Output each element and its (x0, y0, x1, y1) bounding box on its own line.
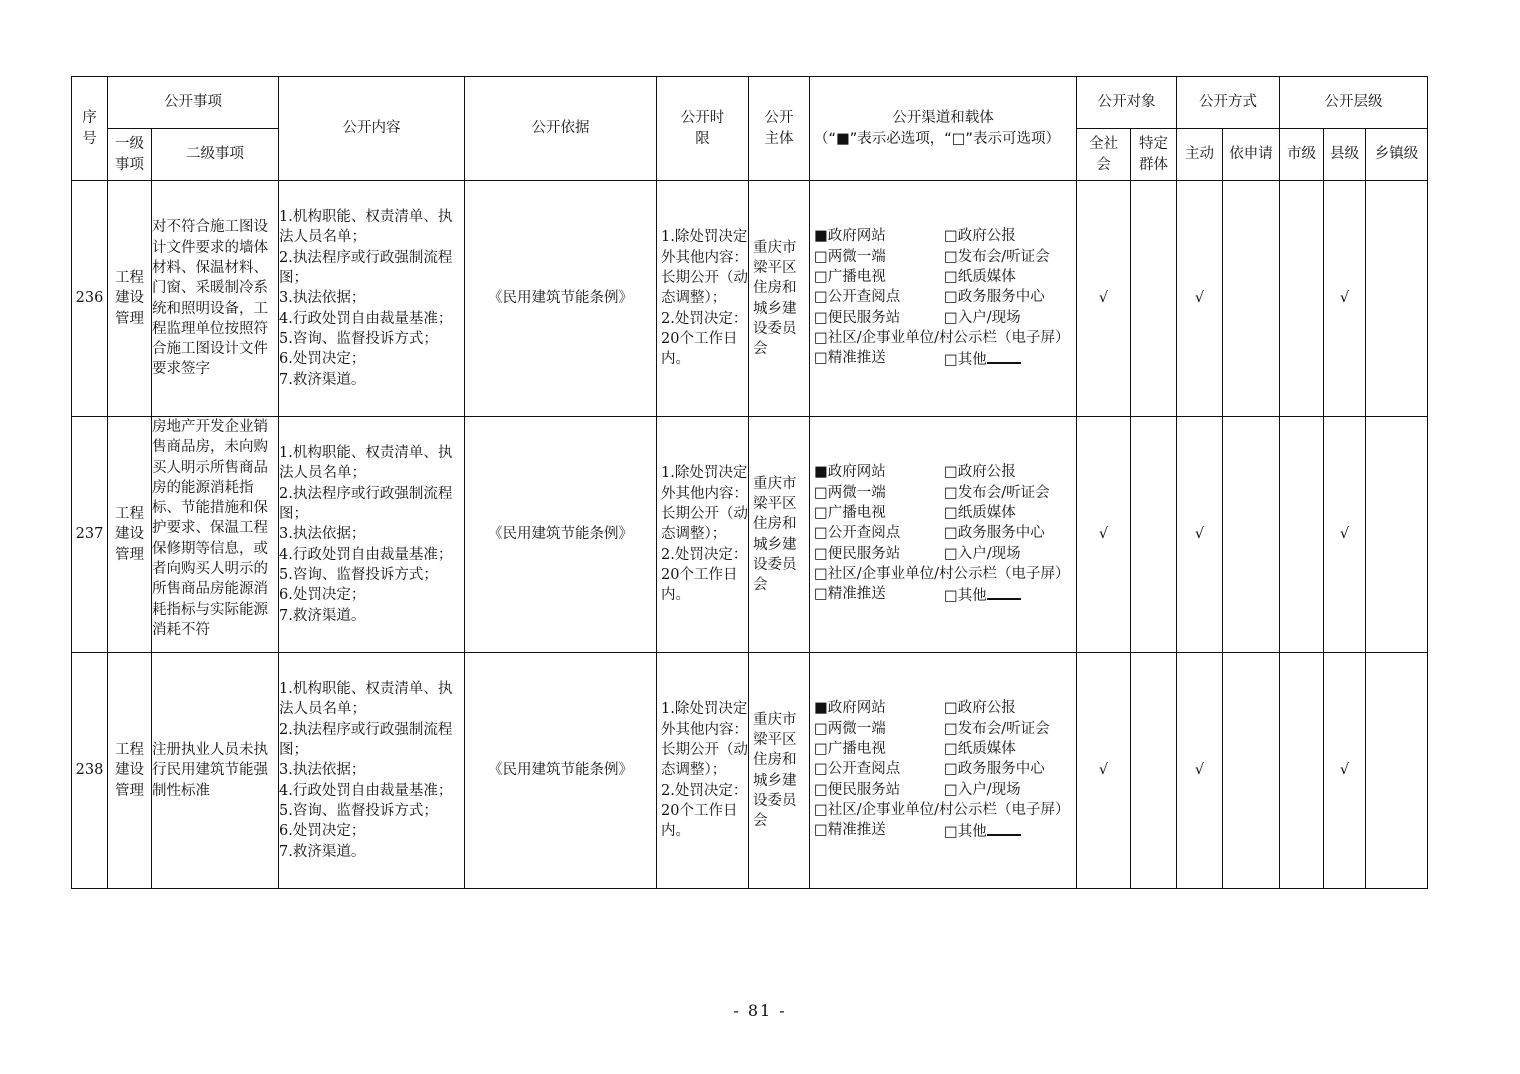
channel-option: □政务服务中心 (944, 525, 1045, 542)
header-level-county: 县级 (1324, 129, 1366, 181)
check-level-town (1366, 181, 1428, 417)
channel-option: □公开查阅点 (814, 525, 901, 542)
check-object-all: √ (1077, 653, 1131, 889)
check-level-city (1280, 417, 1324, 653)
check-level-county: √ (1324, 653, 1366, 889)
channel-option: □两微一端 (814, 248, 886, 265)
check-level-city (1280, 181, 1324, 417)
header-method-request: 依申请 (1223, 129, 1280, 181)
header-channels-title: 公开渠道和载体 (892, 110, 994, 127)
channel-option: □纸质媒体 (944, 269, 1016, 286)
check-method-request (1223, 417, 1280, 653)
row-basis: 《民用建筑节能条例》 (465, 181, 657, 417)
check-level-city (1280, 653, 1324, 889)
header-method: 公开方式 (1177, 77, 1280, 129)
channel-option: ■政府网站 (814, 700, 886, 717)
content-line: 3.执法依据； (279, 526, 366, 543)
row-level1: 工程建设管理 (108, 417, 152, 653)
content-line: 7.救济渠道。 (279, 371, 366, 388)
header-object: 公开对象 (1077, 77, 1177, 129)
row-level1: 工程建设管理 (108, 181, 152, 417)
time-limit-line: 2.处罚决定：20个工作日内。 (661, 546, 748, 604)
row-level2: 对不符合施工图设计文件要求的墙体材料、保温材料、门窗、采暖制冷系统和照明设备，工程监理单位按照符合施工图设计文件要求签字 (152, 181, 279, 417)
row-seq: 237 (72, 417, 108, 653)
row-seq: 238 (72, 653, 108, 889)
row-time-limit (657, 653, 749, 889)
content-line: 4.行政处罚自由裁量基准； (279, 310, 453, 327)
row-level2: 注册执业人员未执行民用建筑节能强制性标准 (152, 653, 279, 889)
header-level-town: 乡镇级 (1366, 129, 1428, 181)
header-level: 公开层级 (1280, 77, 1428, 129)
blank-line (987, 584, 1021, 600)
content-line: 7.救济渠道。 (279, 607, 366, 624)
check-object-all: √ (1077, 417, 1131, 653)
channel-option: □广播电视 (814, 741, 886, 758)
content-line: 1.机构职能、权责清单、执法人员名单； (279, 681, 453, 718)
channel-option: □发布会/听证会 (944, 484, 1050, 501)
page-number: - 81 - (733, 1001, 787, 1020)
check-level-county: √ (1324, 417, 1366, 653)
content-line: 3.执法依据； (279, 290, 366, 307)
check-method-active: √ (1177, 181, 1223, 417)
table-row (72, 417, 1428, 653)
row-level2 (152, 417, 279, 653)
row-content (279, 653, 465, 889)
channel-option: □公开查阅点 (814, 289, 901, 306)
content-line: 6.处罚决定； (279, 351, 366, 368)
channel-option: □精准推送 (814, 350, 886, 367)
content-line: 3.执法依据； (279, 762, 366, 779)
channel-option: □入户/现场 (944, 781, 1021, 798)
channel-option: □政府公报 (944, 700, 1016, 717)
blank-line (987, 348, 1021, 364)
content-line: 2.执法程序或行政强制流程图； (279, 485, 453, 523)
header-object-all: 全社会 (1077, 129, 1131, 181)
channel-option-other (944, 584, 1077, 606)
check-method-request (1223, 653, 1280, 889)
header-method-active: 主动 (1177, 129, 1223, 181)
check-object-specific (1131, 181, 1177, 417)
channel-option: □便民服务站 (814, 309, 901, 326)
channel-option: □纸质媒体 (944, 741, 1016, 758)
row-basis: 《民用建筑节能条例》 (465, 653, 657, 889)
content-line: 4.行政处罚自由裁量基准； (279, 782, 453, 799)
check-method-active: √ (1177, 417, 1223, 653)
check-method-active: √ (1177, 653, 1223, 889)
header-level-city: 市级 (1280, 129, 1324, 181)
time-limit-line: 2.处罚决定：20个工作日内。 (661, 782, 748, 840)
disclosure-table (71, 76, 1428, 889)
header-time-limit: 公开时限 (657, 77, 749, 181)
channel-option: □精准推送 (814, 822, 886, 839)
check-level-town (1366, 417, 1428, 653)
content-line: 1.机构职能、权责清单、执法人员名单； (279, 445, 453, 482)
content-line: 4.行政处罚自由裁量基准； (279, 546, 453, 563)
channel-option: □两微一端 (814, 720, 886, 737)
check-level-town (1366, 653, 1428, 889)
table-row (72, 653, 1428, 889)
content-line: 5.咨询、监督投诉方式； (279, 566, 438, 583)
header-level1: 一级事项 (108, 129, 152, 181)
header-content: 公开内容 (279, 77, 465, 181)
channel-option-other (944, 348, 1077, 370)
channel-option: □发布会/听证会 (944, 248, 1050, 265)
channel-option: □广播电视 (814, 505, 886, 522)
row-channels (810, 181, 1077, 417)
header-basis: 公开依据 (465, 77, 657, 181)
header-subject: 公开主体 (749, 77, 810, 181)
channel-option-other (944, 820, 1077, 842)
content-line: 5.咨询、监督投诉方式； (279, 802, 438, 819)
channel-option: □便民服务站 (814, 781, 901, 798)
channel-option: □政务服务中心 (944, 761, 1045, 778)
row-subject: 重庆市梁平区住房和城乡建设委员会 (749, 417, 810, 653)
time-limit-line: 1.除处罚决定外其他内容：长期公开（动态调整）； (661, 701, 748, 779)
header-channels (810, 77, 1077, 181)
channel-option: □其他 (944, 352, 987, 369)
row-channels (810, 653, 1077, 889)
content-line: 2.执法程序或行政强制流程图； (279, 721, 453, 759)
channel-option: □纸质媒体 (944, 505, 1016, 522)
check-object-specific (1131, 417, 1177, 653)
header-seq: 序号 (72, 77, 108, 181)
channel-option: □广播电视 (814, 269, 886, 286)
channel-option: ■政府网站 (814, 228, 886, 245)
channel-option: □公开查阅点 (814, 761, 901, 778)
row-time-limit (657, 417, 749, 653)
check-method-request (1223, 181, 1280, 417)
header-item-group: 公开事项 (108, 77, 279, 129)
content-line: 6.处罚决定； (279, 823, 366, 840)
time-limit-line: 1.除处罚决定外其他内容：长期公开（动态调整）； (661, 465, 748, 543)
check-object-specific (1131, 653, 1177, 889)
channel-option: □入户/现场 (944, 309, 1021, 326)
content-line: 1.机构职能、权责清单、执法人员名单； (279, 209, 453, 246)
check-level-county: √ (1324, 181, 1366, 417)
channel-option: □发布会/听证会 (944, 720, 1050, 737)
blank-line (987, 820, 1021, 836)
row-time-limit (657, 181, 749, 417)
channel-option: □其他 (944, 588, 987, 605)
row-content (279, 417, 465, 653)
content-line: 6.处罚决定； (279, 587, 366, 604)
channel-option: □入户/现场 (944, 545, 1021, 562)
channel-option: □社区/企事业单位/村公示栏（电子屏） (814, 565, 1070, 582)
row-channels (810, 417, 1077, 653)
channel-option: □便民服务站 (814, 545, 901, 562)
channel-option: □精准推送 (814, 586, 886, 603)
channel-option: ■政府网站 (814, 464, 886, 481)
channel-option: □其他 (944, 824, 987, 841)
channel-option: □社区/企事业单位/村公示栏（电子屏） (814, 329, 1070, 346)
content-line: 2.执法程序或行政强制流程图； (279, 249, 453, 287)
content-line: 5.咨询、监督投诉方式； (279, 330, 438, 347)
channel-option: □社区/企事业单位/村公示栏（电子屏） (814, 801, 1070, 818)
row-basis: 《民用建筑节能条例》 (465, 417, 657, 653)
row-content (279, 181, 465, 417)
check-object-all: √ (1077, 181, 1131, 417)
header-level2: 二级事项 (152, 129, 279, 181)
content-line: 7.救济渠道。 (279, 843, 366, 860)
time-limit-line: 1.除处罚决定外其他内容：长期公开（动态调整）； (661, 229, 748, 307)
row-subject: 重庆市梁平区住房和城乡建设委员会 (749, 181, 810, 417)
channel-option: □政府公报 (944, 464, 1016, 481)
header-channels-note: （“■”表示必选项，“□”表示可选项） (814, 130, 1060, 147)
channel-option: □政务服务中心 (944, 289, 1045, 306)
channel-option: □两微一端 (814, 484, 886, 501)
row-subject: 重庆市梁平区住房和城乡建设委员会 (749, 653, 810, 889)
time-limit-line: 2.处罚决定：20个工作日内。 (661, 310, 748, 368)
header-object-specific: 特定群体 (1131, 129, 1177, 181)
channel-option: □政府公报 (944, 228, 1016, 245)
table-row (72, 181, 1428, 417)
row-seq: 236 (72, 181, 108, 417)
row-level2-text: 房地产开发企业销售商品房，未向购买人明示所售商品房的能源消耗指标、节能措施和保护要求、保温工程保修期等信息，或者向购买人明示的所售商品房能源消耗指标与实际能源消耗不符 (152, 419, 268, 638)
row-level1: 工程建设管理 (108, 653, 152, 889)
